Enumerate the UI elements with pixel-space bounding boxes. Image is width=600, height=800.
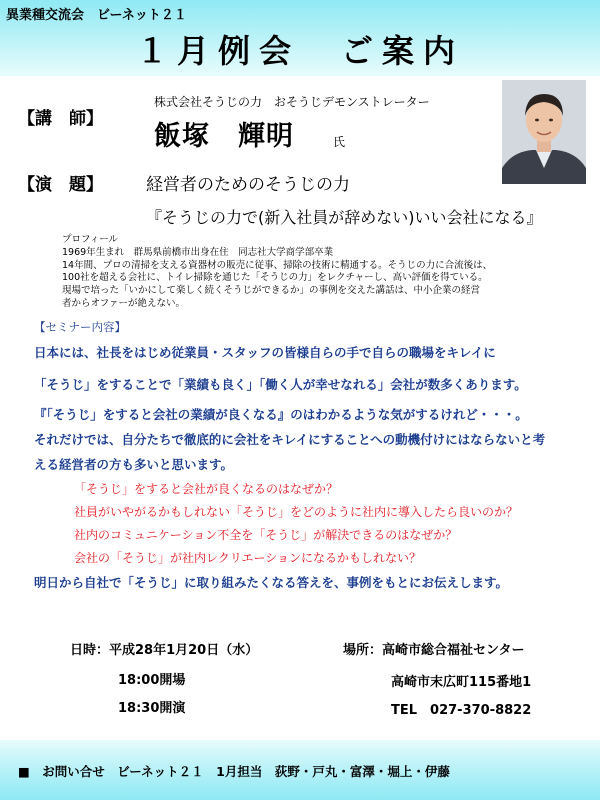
event-address: 高崎市末広町115番地1 xyxy=(391,675,532,690)
speaker-photo xyxy=(502,80,586,184)
profile-section xyxy=(62,234,582,311)
profile-line: 者からオファーが絶えない。 xyxy=(62,297,186,309)
speaker-label: 【講 師】 xyxy=(18,109,103,129)
seminar-line: える経営者の方も多いと思います。 xyxy=(34,457,234,472)
seminar-closing: 明日から自社で「そうじ」に取り組みたくなる答えを、事例をもとにお伝えします。 xyxy=(34,575,509,590)
event-start-time: 18:30開演 xyxy=(118,701,186,716)
seminar-question: 会社の「そうじ」が社内レクリエーションになるかもしれない？ xyxy=(74,551,422,565)
speaker-name: 飯塚 輝明 xyxy=(154,121,294,152)
seminar-question: 社員がいやがるかもしれない「そうじ」をどのように社内に導入したら良いのか？ xyxy=(74,505,519,519)
profile-heading: プロフィール xyxy=(62,234,119,245)
event-place: 場所：高崎市総合福祉センター xyxy=(343,643,525,658)
contact-footer: ■ お問い合せ ビーネット２１ 1月担当 荻野・戸丸・富澤・堀上・伊藤 xyxy=(18,764,450,779)
seminar-label: 【セミナー内容】 xyxy=(34,320,126,334)
profile-line: 1969年生まれ 群馬県前橋市出身在住 同志社大学商学部卒業 xyxy=(62,246,334,258)
page-title: １月例会 ご案内 xyxy=(135,32,464,70)
seminar-line: 「そうじ」をすることで「業績も良く」「働く人が幸せなれる」会社が数多くあります。 xyxy=(34,377,527,392)
seminar-question: 社内のコミュニケーション不全を「そうじ」が解決できるのはなぜか？ xyxy=(74,528,458,542)
topic-label: 【演 題】 xyxy=(18,175,103,195)
event-date: 日時：平成28年1月20日（水） xyxy=(70,643,259,658)
topic-title: 経営者のためのそうじの力 xyxy=(146,175,350,195)
event-open-time: 18:00開場 xyxy=(118,673,186,688)
seminar-line: 日本には、社長をはじめ従業員・スタッフの皆様自らの手で自らの職場をキレイに xyxy=(34,345,496,360)
seminar-line: それだけでは、自分たちで徹底的に会社をキレイにすることへの動機付けにはならないと考 xyxy=(34,432,546,447)
event-phone: TEL 027-370-8822 xyxy=(391,703,532,718)
speaker-company: 株式会社そうじの力 おそうじデモンストレーター xyxy=(154,95,430,109)
profile-line: 100社を超える会社に、トイレ掃除を通じた「そうじの力」をレクチャーし、高い評価を得ている。 xyxy=(62,272,488,284)
profile-line: 14年間、プロの清掃を支える資器材の販売に従事、掃除の技術に精通する。そうじの力に合流後は、 xyxy=(62,259,493,271)
seminar-question: 「そうじ」をすると会社が良くなるのはなぜか？ xyxy=(74,482,339,496)
speaker-honorific: 氏 xyxy=(333,135,346,149)
profile-line: 現場で培った「いかにして楽しく続くそうじができるか」の事例を交えた講話は、中小企業の経営 xyxy=(62,285,481,297)
topic-subtitle: 『そうじの力で(新入社員が辞めない)いい会社になる』 xyxy=(146,208,543,227)
organization-name: 異業種交流会 ビーネット２１ xyxy=(6,8,187,23)
seminar-line: 『「そうじ」をすると会社の業績が良くなる』のはわかるような気がするけれど・・・。 xyxy=(34,407,528,422)
